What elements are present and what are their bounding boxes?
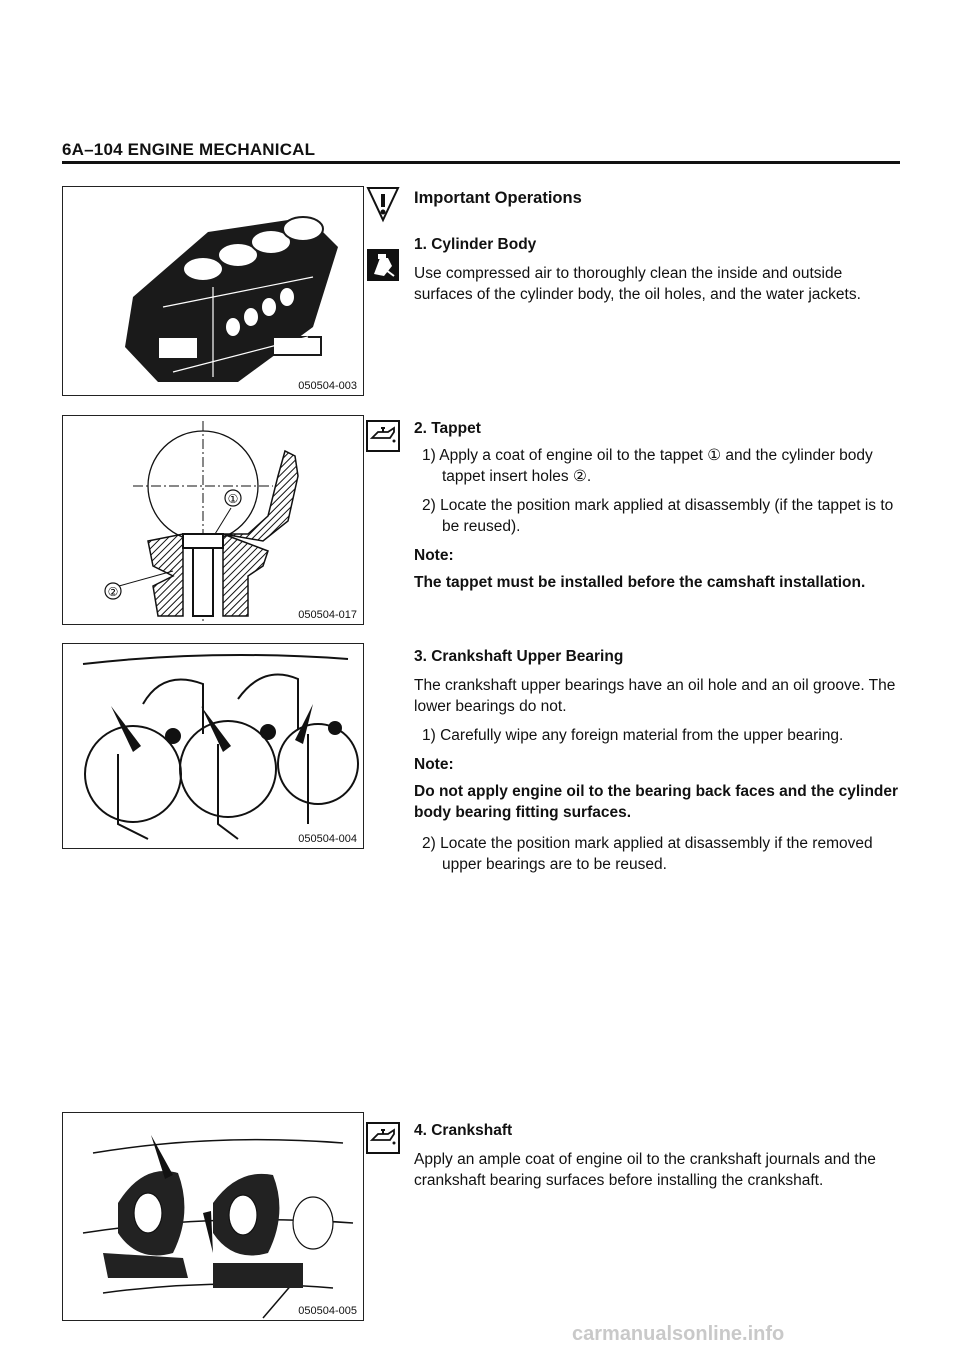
- step-1: 1) Apply a coat of engine oil to the tappet ① and the cylinder body tappet insert holes ②.: [422, 447, 873, 485]
- note-text: Do not apply engine oil to the bearing back faces and the cylinder body bearing fitting surfaces.: [414, 783, 899, 821]
- figure-crankshaft: [62, 1112, 364, 1321]
- step-2: 2) Locate the position mark applied at disassembly (if the tappet is to be reused).: [422, 497, 894, 535]
- warning-triangle-icon: [366, 186, 400, 229]
- section-important-operations: [414, 188, 900, 209]
- section-title: 1. Cylinder Body: [414, 236, 537, 253]
- figure-code: 050504-004: [298, 833, 357, 845]
- section-tappet: [414, 418, 900, 593]
- tappet-section-illustration: [63, 416, 363, 624]
- step-2: 2) Locate the position mark applied at disassembly if the removed upper bearings are to be reused.: [422, 835, 873, 873]
- section-body: Apply an ample coat of engine oil to the crankshaft journals and the crankshaft bearing surfaces before installing the crankshaft.: [414, 1151, 876, 1189]
- callout-2: ②: [107, 585, 119, 599]
- callout-1: ①: [227, 492, 239, 506]
- section-crankshaft: [414, 1120, 900, 1191]
- page-title: 6A–104 ENGINE MECHANICAL: [62, 140, 316, 159]
- oil-can-icon: [366, 1122, 400, 1159]
- upper-bearing-illustration: [63, 644, 363, 848]
- section-title: 3. Crankshaft Upper Bearing: [414, 648, 624, 665]
- figure-cylinder-block: [62, 186, 364, 396]
- air-blow-clean-icon: [366, 248, 400, 287]
- figure-code: 050504-005: [298, 1305, 357, 1317]
- section-cylinder-body: [414, 234, 900, 305]
- section-body: The crankshaft upper bearings have an oil hole and an oil groove. The lower bearings do not.: [414, 677, 896, 715]
- figure-code: 050504-017: [298, 609, 357, 621]
- section-title: 4. Crankshaft: [414, 1122, 513, 1139]
- figure-tappet-section: [62, 415, 364, 625]
- header-rule: [62, 161, 900, 164]
- section-title: 2. Tappet: [414, 420, 481, 437]
- oil-can-icon: [366, 420, 400, 457]
- section-crankshaft-upper-bearing: [414, 646, 900, 875]
- note-label: Note:: [414, 547, 454, 564]
- footer-watermark: carmanualsonline.info: [572, 1323, 785, 1345]
- step-1: 1) Carefully wipe any foreign material from the upper bearing.: [422, 727, 844, 744]
- figure-code: 050504-003: [298, 380, 357, 392]
- figure-upper-bearing: [62, 643, 364, 849]
- section-heading: Important Operations: [414, 189, 582, 207]
- section-body: Use compressed air to thoroughly clean the inside and outside surfaces of the cylinder body, the oil holes, and the water jackets.: [414, 265, 861, 303]
- note-text: The tappet must be installed before the camshaft installation.: [414, 574, 866, 591]
- crankshaft-illustration: [63, 1113, 363, 1320]
- cylinder-block-illustration: [63, 187, 363, 395]
- note-label: Note:: [414, 756, 454, 773]
